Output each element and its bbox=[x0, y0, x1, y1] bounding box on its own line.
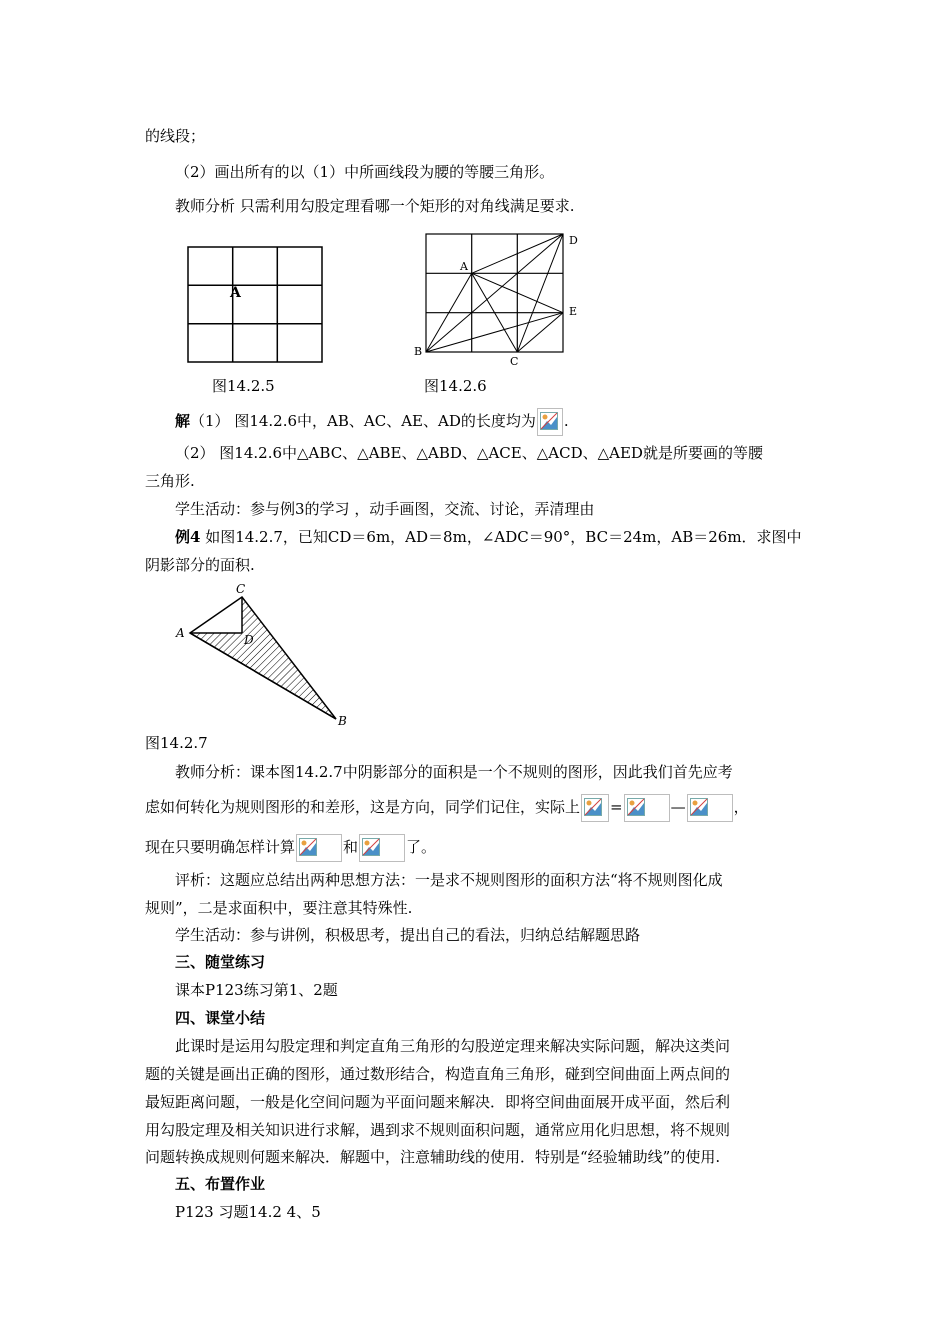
text-line: 的线段； bbox=[145, 127, 206, 145]
text-line: 学生活动：参与例3的学习 ，动手画图，交流、讨论，弄清理由 bbox=[175, 500, 595, 518]
example-label: 例4 bbox=[175, 528, 201, 546]
grid-figure-14-2-6 bbox=[410, 228, 590, 370]
solution-1: 解（1） 图14.2.6中，AB、AC、AE、AD的长度均为 . bbox=[175, 408, 569, 436]
broken-image-icon bbox=[584, 798, 602, 816]
section-heading: 四、课堂小结 bbox=[175, 1009, 266, 1027]
point-label: B bbox=[338, 714, 347, 728]
formula-image bbox=[359, 834, 405, 862]
text-line: 题的关键是画出正确的图形，通过数形结合，构造直角三角形，碰到空间曲面上两点间的 bbox=[145, 1065, 731, 1083]
formula-image bbox=[296, 834, 342, 862]
text-line: 用勾股定理及相关知识进行求解，遇到求不规则面积问题，通常应用化归思想，将不规则 bbox=[145, 1121, 731, 1139]
text-line: 问题转换成规则何题来解决．解题中，注意辅助线的使用．特别是“经验辅助线”的使用. bbox=[145, 1148, 721, 1166]
text-line: 最短距离问题，一般是化空间问题为平面问题来解决．即将空间曲面展开成平面，然后利 bbox=[145, 1093, 731, 1111]
text-line: 评析：这题应总结出两种思想方法：一是求不规则图形的面积方法“将不规则图化成 bbox=[175, 871, 723, 889]
broken-image-icon bbox=[362, 838, 380, 856]
text-line: 阴影部分的面积. bbox=[145, 556, 255, 574]
section-heading: 五、布置作业 bbox=[175, 1175, 266, 1193]
point-label: A bbox=[176, 626, 185, 640]
text-line-with-formulas: 虑如何转化为规则图形的和差形，这是方向，同学们记住，实际上 = — ， bbox=[145, 794, 749, 822]
formula-image bbox=[687, 794, 733, 822]
point-label: C bbox=[236, 582, 246, 596]
text-line: （2）画出所有的以（1）中所画线段为腰的等腰三角形。 bbox=[175, 163, 555, 181]
broken-image-icon bbox=[540, 412, 558, 430]
point-label: E bbox=[569, 305, 578, 318]
figure-caption: 图14.2.5 bbox=[212, 377, 275, 395]
point-label: A bbox=[230, 285, 241, 301]
point-label: C bbox=[510, 355, 519, 368]
text-line: 教师分析：课本图14.2.7中阴影部分的面积是一个不规则的图形，因此我们首先应考 bbox=[175, 763, 733, 781]
formula-image bbox=[581, 794, 609, 822]
example-4: 例4 如图14.2.7，已知CD＝6m，AD＝8m，∠ADC＝90°，BC＝24m，AB＝26m．求图中 bbox=[175, 528, 802, 546]
triangle-figure-14-2-7 bbox=[170, 578, 360, 728]
text-line: （2） 图14.2.6中△ABC、△ABE、△ABD、△ACE、△ACD、△AED就是所要画的等腰 bbox=[175, 444, 763, 462]
text-line: 教师分析 只需利用勾股定理看哪一个矩形的对角线满足要求. bbox=[175, 197, 575, 215]
point-label: B bbox=[414, 345, 423, 358]
section-heading: 三、随堂练习 bbox=[175, 953, 266, 971]
point-label: A bbox=[460, 260, 468, 273]
figure-caption: 图14.2.7 bbox=[145, 734, 208, 752]
solution-label: 解 bbox=[175, 412, 191, 430]
grid-figure-14-2-5 bbox=[186, 245, 326, 365]
text-line-with-formulas: 现在只要明确怎样计算 和 了。 bbox=[145, 834, 436, 862]
text-line: 课本P123练习第1、2题 bbox=[175, 981, 338, 999]
text-line: P123 习题14.2 4、5 bbox=[175, 1203, 321, 1221]
formula-image bbox=[537, 408, 563, 436]
point-label: D bbox=[244, 633, 254, 647]
text-line: 学生活动：参与讲例，积极思考，提出自己的看法，归纳总结解题思路 bbox=[175, 926, 641, 944]
text-line: 规则”，二是求面积中，要注意其特殊性. bbox=[145, 899, 413, 917]
broken-image-icon bbox=[299, 838, 317, 856]
figure-caption: 图14.2.6 bbox=[424, 377, 487, 395]
formula-image bbox=[624, 794, 670, 822]
text-line: 此课时是运用勾股定理和判定直角三角形的勾股逆定理来解决实际问题，解决这类问 bbox=[175, 1037, 731, 1055]
broken-image-icon bbox=[627, 798, 645, 816]
broken-image-icon bbox=[690, 798, 708, 816]
point-label: D bbox=[569, 234, 578, 247]
text-line: 三角形. bbox=[145, 472, 195, 490]
